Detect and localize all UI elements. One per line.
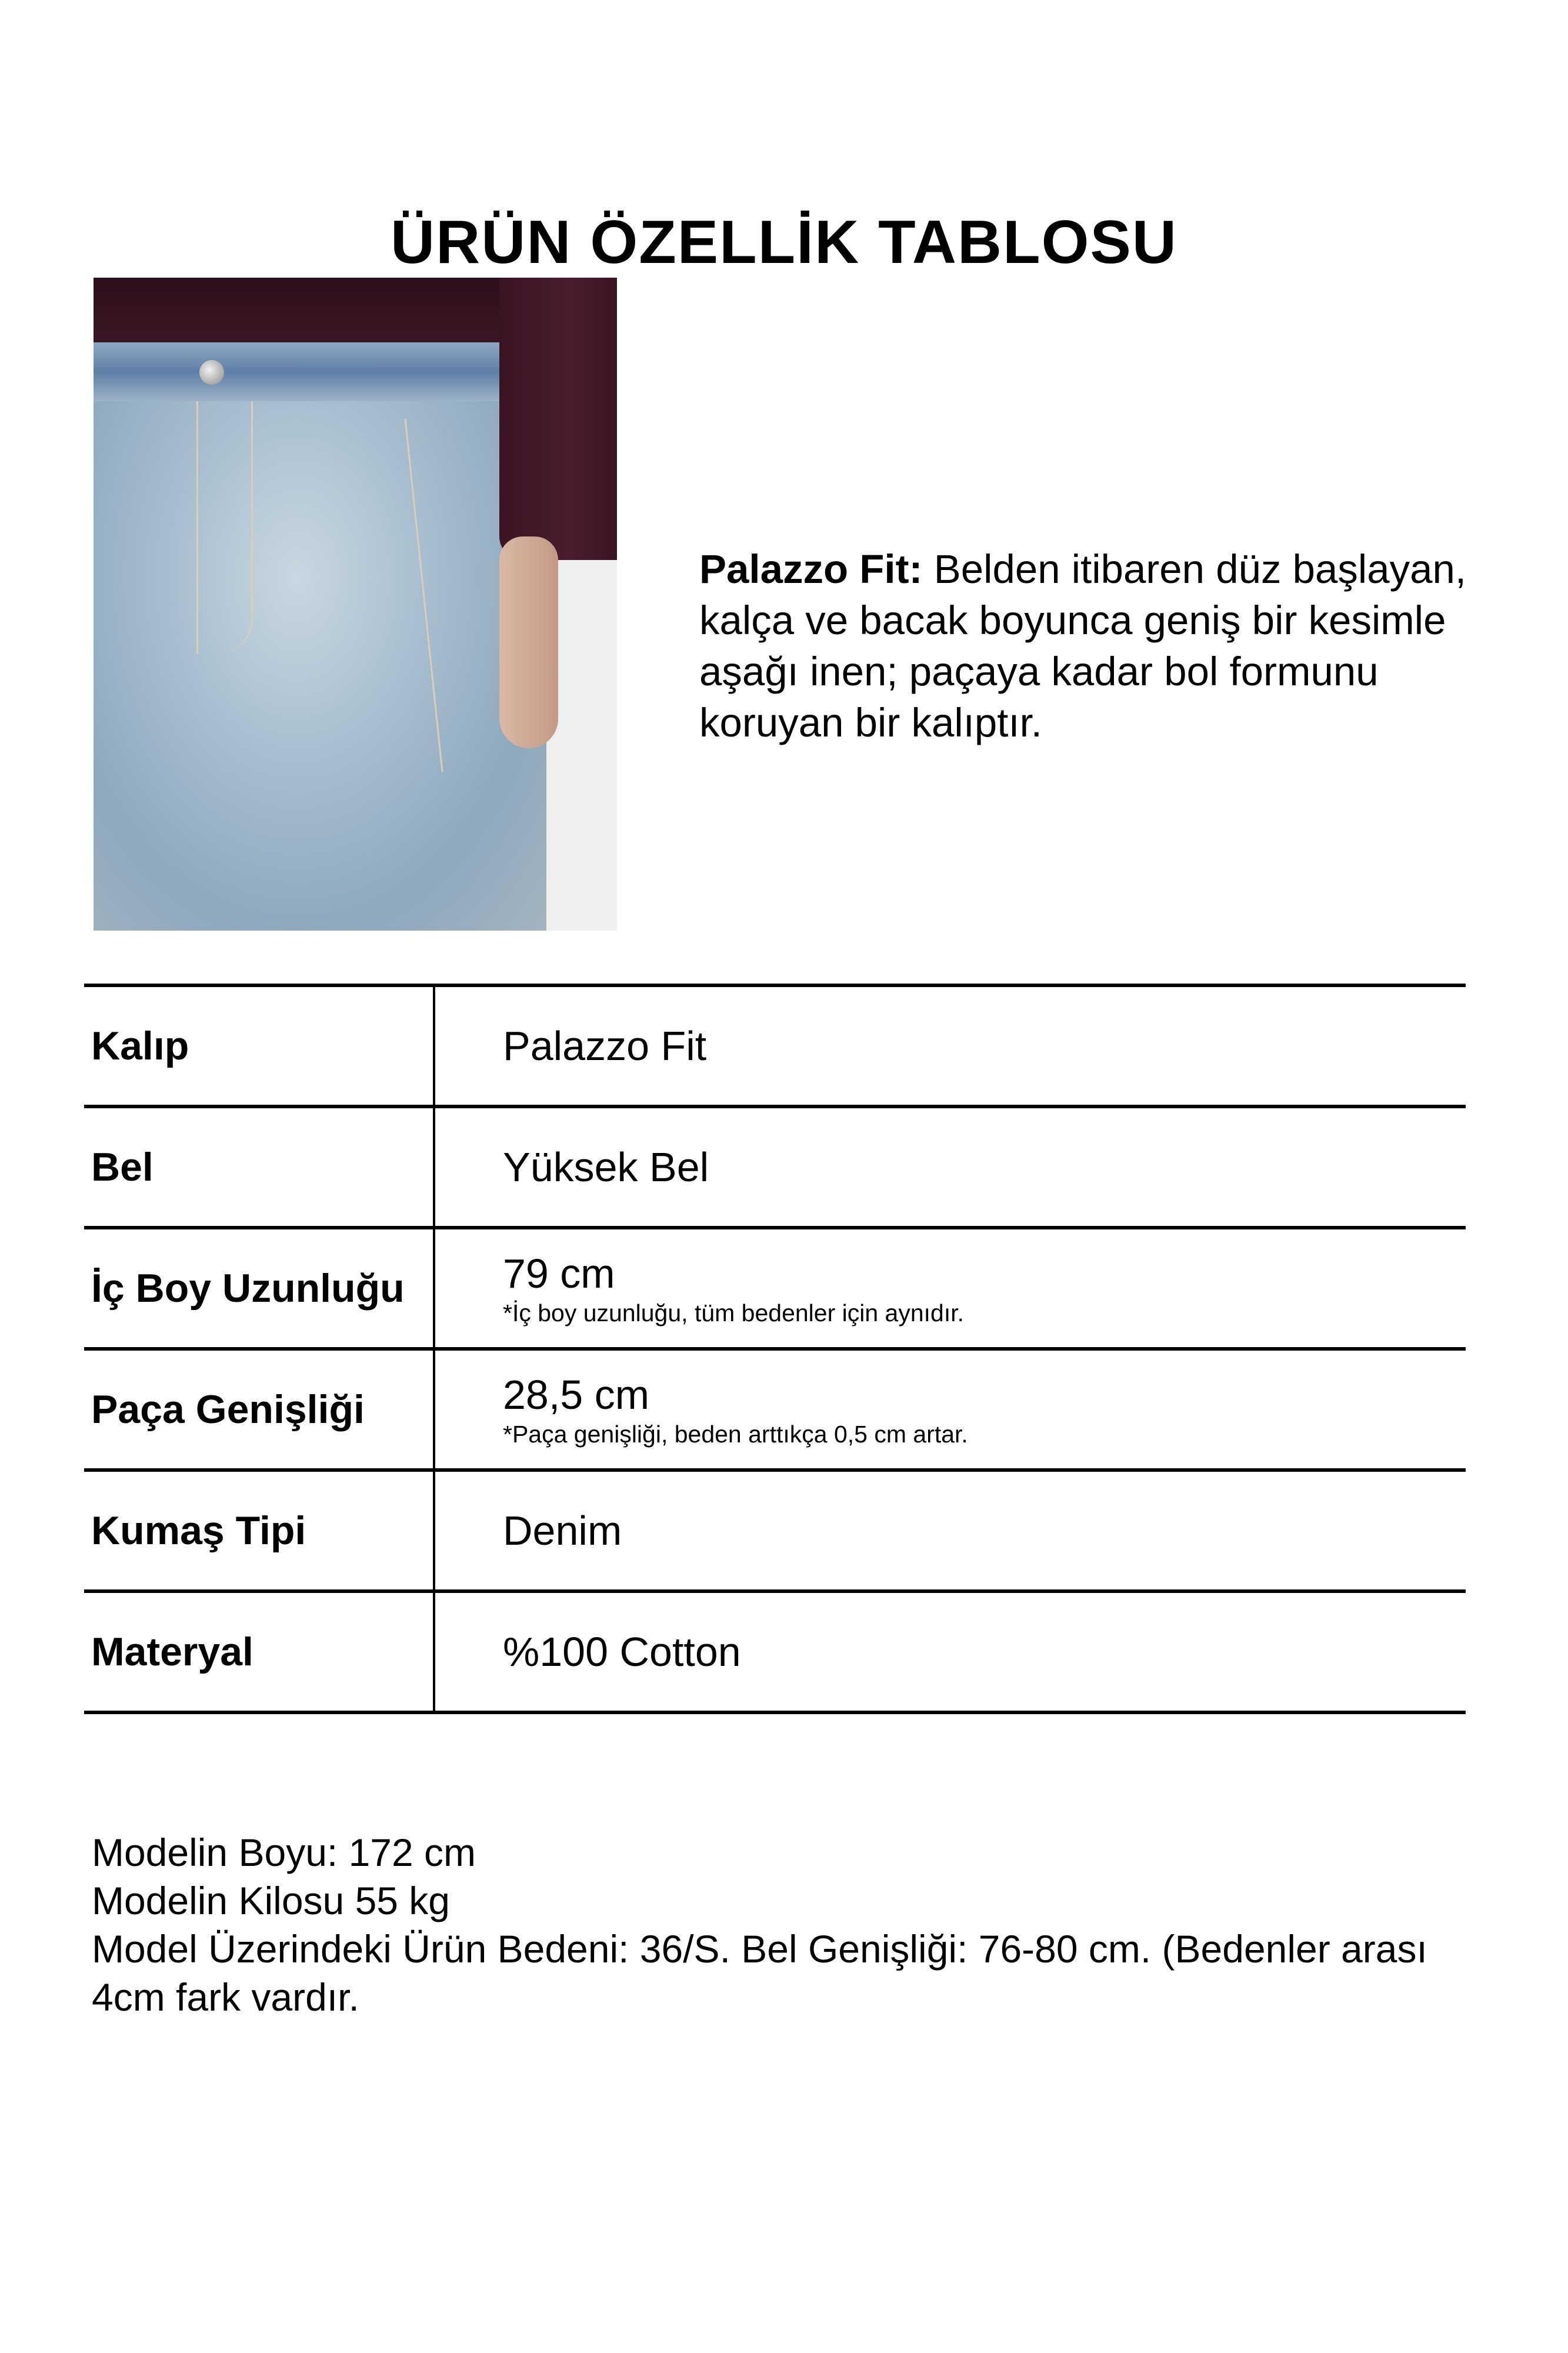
row-label: Bel xyxy=(91,1145,154,1189)
product-photo xyxy=(94,278,617,931)
column-divider xyxy=(433,987,435,1105)
row-value-text: %100 Cotton xyxy=(503,1629,741,1675)
row-label: Kalıp xyxy=(91,1024,189,1068)
model-info xyxy=(92,1828,1474,2021)
fit-description-text: Belden itibaren düz başlayan, kalça ve bacak boyunca geniş bir kesimle aşağı inen; paçaya kadar bol formunu koruyan bir kalıptır. xyxy=(699,546,1467,745)
table-row xyxy=(84,1347,1466,1468)
model-height: Modelin Boyu: 172 cm xyxy=(92,1831,476,1874)
row-label: Paça Genişliği xyxy=(91,1387,365,1432)
fit-description xyxy=(699,544,1523,748)
row-value xyxy=(503,1593,741,1711)
model-weight: Modelin Kilosu 55 kg xyxy=(92,1879,451,1922)
column-divider xyxy=(433,1351,435,1468)
row-value-text: Palazzo Fit xyxy=(503,1023,707,1069)
row-note: *Paça genişliği, beden arttıkça 0,5 cm artar. xyxy=(503,1420,968,1448)
photo-waistband xyxy=(94,342,517,401)
fit-description-lead: Palazzo Fit: xyxy=(699,546,923,592)
row-label: Kumaş Tipi xyxy=(91,1508,306,1553)
column-divider xyxy=(433,1593,435,1711)
row-note: *İç boy uzunluğu, tüm bedenler için aynıdır. xyxy=(503,1299,965,1327)
spec-table xyxy=(84,984,1466,1714)
jeans-button-icon xyxy=(199,360,224,385)
table-row xyxy=(84,1226,1466,1347)
photo-jeans xyxy=(94,342,546,931)
row-value xyxy=(503,987,706,1105)
photo-sleeve xyxy=(499,278,617,560)
photo-fly-stitching xyxy=(196,401,253,654)
table-row xyxy=(84,1105,1466,1226)
row-value xyxy=(503,1351,968,1468)
table-row xyxy=(84,984,1466,1105)
photo-sweater xyxy=(94,278,505,348)
model-size: Model Üzerindeki Ürün Bedeni: 36/S. Bel Genişliği: 76-80 cm. (Bedenler arası 4cm fark vardır. xyxy=(92,1927,1427,2019)
photo-hand xyxy=(499,536,558,748)
row-value xyxy=(503,1108,709,1226)
row-label: Materyal xyxy=(91,1629,253,1674)
column-divider xyxy=(433,1229,435,1347)
row-value xyxy=(503,1229,964,1347)
row-value xyxy=(503,1472,622,1589)
column-divider xyxy=(433,1108,435,1226)
page-title: ÜRÜN ÖZELLİK TABLOSU xyxy=(391,208,1177,276)
row-value-text: 28,5 cm xyxy=(503,1371,649,1418)
table-row xyxy=(84,1589,1466,1714)
row-value-text: Denim xyxy=(503,1508,622,1554)
row-label: İç Boy Uzunluğu xyxy=(91,1266,405,1311)
row-value-text: 79 cm xyxy=(503,1250,615,1297)
table-row xyxy=(84,1468,1466,1589)
row-value-text: Yüksek Bel xyxy=(503,1144,709,1190)
column-divider xyxy=(433,1472,435,1589)
